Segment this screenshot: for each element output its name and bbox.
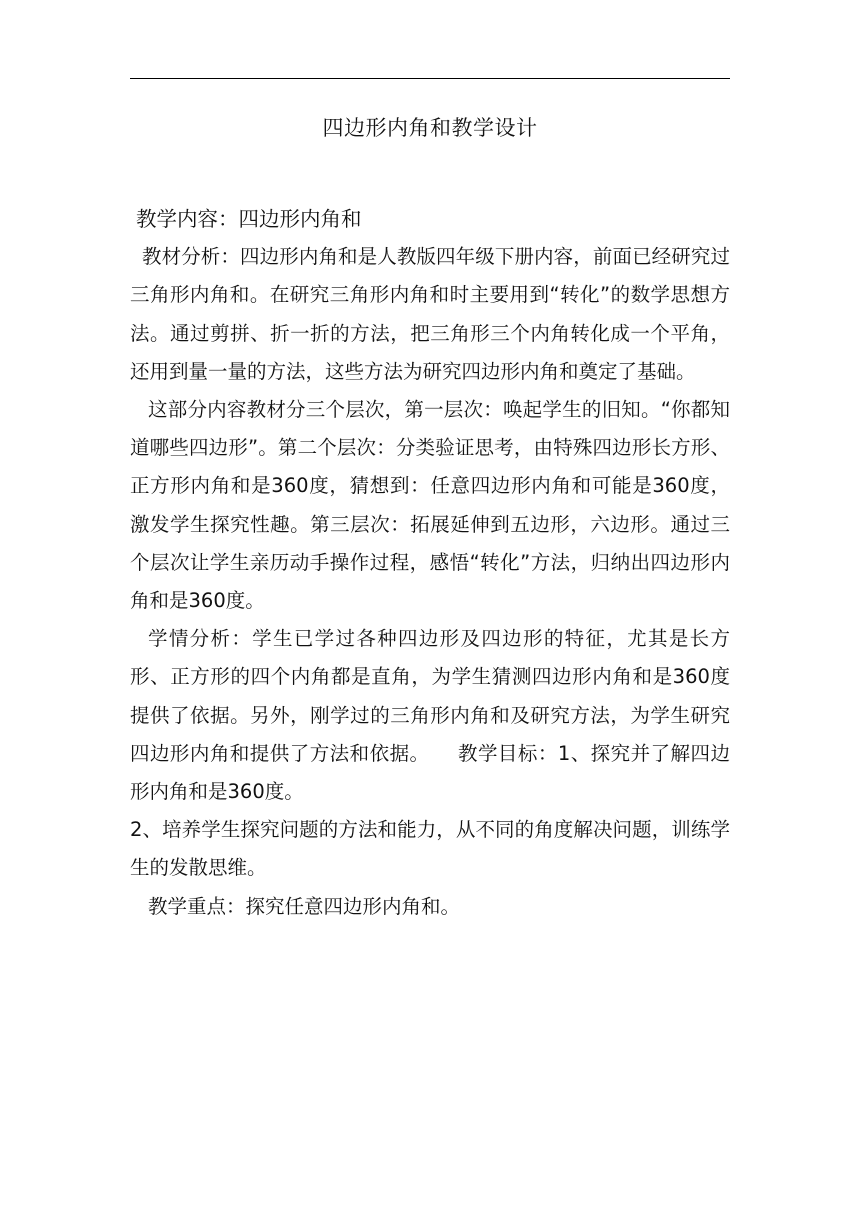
document-body (130, 200, 730, 926)
teaching-content-line: 教学内容：四边形内角和 (136, 207, 362, 231)
objective-2-paragraph: 2、培养学生探究问题的方法和能力，从不同的角度解决问题，训练学生的发散思维。 (130, 818, 730, 880)
student-analysis-text: 学情分析：学生已学过各种四边形及四边形的特征，尤其是长方形、正方形的四个内角都是直角，为学生猜测四边形内角和是360度提供了依据。另外，刚学过的三角形内角和及研究方法，为学生研究四边形内角和提供了方法和依据。 (130, 627, 730, 765)
textbook-analysis-paragraph: 教材分析：四边形内角和是人教版四年级下册内容，前面已经研究过三角形内角和。在研究三角形内角和时主要用到“转化”的数学思想方法。通过剪拼、折一折的方法，把三角形三个内角转化成一个平角，还用到量一量的方法，这些方法为研究四边形内角和奠定了基础。 (130, 245, 730, 383)
student-analysis-paragraph (130, 620, 730, 811)
document-title: 四边形内角和教学设计 (322, 116, 538, 140)
key-point-paragraph: 教学重点：探究任意四边形内角和。 (148, 894, 461, 918)
header-rule (130, 78, 730, 79)
objective-1-text: 教学目标：1、探究并了解四边形内角和是360度。 (130, 741, 730, 804)
levels-paragraph: 这部分内容教材分三个层次，第一层次：唤起学生的旧知。“你都知道哪些四边形”。第二个层次：分类验证思考，由特殊四边形长方形、正方形内角和是360度，猜想到：任意四边形内角和可能是360度，激发学生探究性趣。第三层次：拓展延伸到五边形，六边形。通过三个层次让学生亲历动手操作过程，感悟“转化”方法，归纳出四边形内角和是360度。 (130, 398, 730, 613)
